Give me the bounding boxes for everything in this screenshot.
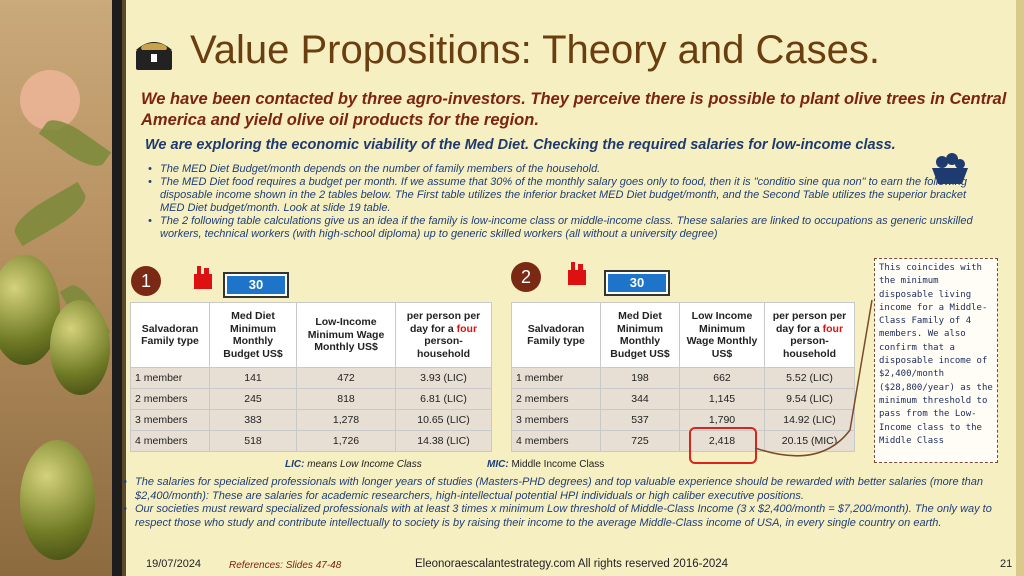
legend-abbr: LIC: — [285, 459, 305, 470]
table-cell: 14.38 (LIC) — [396, 431, 492, 452]
table-number-badge: 2 — [511, 262, 541, 292]
food-percent-badge — [223, 272, 289, 298]
page-title: Value Propositions: Theory and Cases. — [190, 28, 881, 72]
table-cell: 1,278 — [297, 410, 396, 431]
table-cell: 20.15 (MIC) — [765, 431, 855, 452]
table-cell: 518 — [210, 431, 297, 452]
table-row — [512, 410, 855, 431]
table-cell: 3 members — [131, 410, 210, 431]
column-header: Salvadoran Family type — [512, 303, 601, 368]
badge-value: 30 — [227, 276, 285, 294]
table-cell: 3 members — [512, 410, 601, 431]
table-cell: 1,145 — [680, 389, 765, 410]
table-cell: 4 members — [512, 431, 601, 452]
table-cell: 383 — [210, 410, 297, 431]
table-row — [512, 389, 855, 410]
grocery-bag-icon — [192, 264, 214, 290]
table-cell: 3.93 (LIC) — [396, 368, 492, 389]
column-header: Med Diet Minimum Monthly Budget US$ — [210, 303, 297, 368]
footer-copyright: Eleonoraescalantestrategy.com All rights reserved 2016-2024 — [415, 558, 729, 570]
legend-mic — [487, 459, 604, 470]
table-cell: 2,418 — [680, 431, 765, 452]
table-cell: 1,790 — [680, 410, 765, 431]
olive-shape — [50, 300, 110, 395]
table-cell: 818 — [297, 389, 396, 410]
table-cell: 662 — [680, 368, 765, 389]
olive-shape — [20, 440, 95, 560]
salary-table-superior — [511, 302, 855, 452]
page-number: 21 — [1000, 558, 1013, 570]
exploration-subtitle: We are exploring the economic viability of the Med Diet. Checking the required salaries for low-income class. — [145, 137, 896, 153]
leaf-shape — [8, 182, 91, 246]
table-cell: 1 member — [512, 368, 601, 389]
table-cell: 1,726 — [297, 431, 396, 452]
table-row — [131, 368, 492, 389]
treasure-chest-icon — [132, 34, 176, 74]
column-header — [396, 303, 492, 368]
table-row — [512, 431, 855, 452]
header-text: per person per day for a — [772, 310, 847, 335]
list-item: • The MED Diet Budget/month depends on the number of family members of the household. — [150, 163, 980, 176]
list-item: • Our societies must reward specialized professionals with at least 3 times x minimum Low threshold of Middle-Class Income (3 x $2,400/month = $7,200/month). The only way to respect those who study and contribute intellectually to society is by raising their income to the average Middle-Class income of USA, in every single country on earth. — [121, 503, 1021, 530]
intro-text: We have been contacted by three agro-investors. They perceive there is possible to plant olive trees in Central America and yield olive oil products for the region. — [141, 90, 1007, 129]
table-cell: 6.81 (LIC) — [396, 389, 492, 410]
footer-references: References: Slides 47-48 — [229, 560, 342, 571]
legend-abbr: MIC: — [487, 459, 509, 470]
food-percent-badge — [604, 270, 670, 296]
column-header: Low-Income Minimum Wage Monthly US$ — [297, 303, 396, 368]
table-cell: 4 members — [131, 431, 210, 452]
header-text: person-household — [416, 335, 471, 360]
table-cell: 2 members — [131, 389, 210, 410]
table-cell: 14.92 (LIC) — [765, 410, 855, 431]
header-highlight: four — [822, 322, 844, 335]
table-cell: 344 — [601, 389, 680, 410]
decorative-olive-artwork — [0, 0, 118, 576]
assumptions-list — [138, 163, 980, 241]
salary-table-inferior — [130, 302, 492, 452]
table-cell: 198 — [601, 368, 680, 389]
badge-value: 30 — [608, 274, 666, 292]
header-text: per person per day for a — [406, 310, 481, 335]
table-row — [131, 410, 492, 431]
column-header: Med Diet Minimum Monthly Budget US$ — [601, 303, 680, 368]
table-row — [512, 368, 855, 389]
list-item: • The salaries for specialized professionals with longer years of studies (Masters-PHD degrees) and top valuable experience should be rewarded with better salaries (more than $2,400/month): These are salaries for academic researchers, high-intellectual potential HPI individuals or high caliber executive positions. — [121, 476, 1021, 503]
legend-text: means Low Income Class — [304, 459, 422, 470]
table-cell: 141 — [210, 368, 297, 389]
list-item: • The 2 following table calculations give us an idea if the family is low-income class or middle-income class. These salaries are linked to occupations as generic unskilled workers, technical workers (with high-school diploma) up to generic skilled workers (all without a university degree) — [150, 215, 980, 241]
table-row — [131, 431, 492, 452]
table-cell: 9.54 (LIC) — [765, 389, 855, 410]
column-header: Salvadoran Family type — [131, 303, 210, 368]
grocery-bag-icon — [566, 260, 588, 286]
table-cell: 537 — [601, 410, 680, 431]
legend-lic — [285, 459, 422, 470]
table-cell: 5.52 (LIC) — [765, 368, 855, 389]
table-cell: 1 member — [131, 368, 210, 389]
header-text: person-household — [782, 335, 837, 360]
table-cell: 725 — [601, 431, 680, 452]
annotation-note: This coincides with the minimum disposable living income for a Middle-Class Family of 4 members. We also confirm that a disposable income of $2,400/month ($28,800/year) as the minimum threshold to pass from the Low-Income class to the Middle Class — [874, 258, 998, 463]
header-highlight: four — [456, 322, 478, 335]
list-item: • The MED Diet food requires a budget per month. If we assume that 30% of the monthly salary goes only to food, then it is "conditio sine qua non" to earn the following disposable income shown in the 2 tables below. The First table utilizes the inferior bracket MED Diet budget/month, and the Second Table utilizes the superior bracket MED Diet budget/month. Look at slide 19 table. — [150, 176, 980, 215]
highlight-box — [689, 427, 757, 464]
column-header — [765, 303, 855, 368]
table-cell: 472 — [297, 368, 396, 389]
leaf-shape — [39, 112, 111, 173]
column-header: Low Income Minimum Wage Monthly US$ — [680, 303, 765, 368]
table-cell: 245 — [210, 389, 297, 410]
table-row — [131, 389, 492, 410]
legend-text: Middle Income Class — [508, 459, 605, 470]
table-number-badge: 1 — [131, 266, 161, 296]
footer-date: 19/07/2024 — [146, 558, 202, 570]
conclusions-list — [121, 476, 1021, 530]
table-cell: 10.65 (LIC) — [396, 410, 492, 431]
table-cell: 2 members — [512, 389, 601, 410]
